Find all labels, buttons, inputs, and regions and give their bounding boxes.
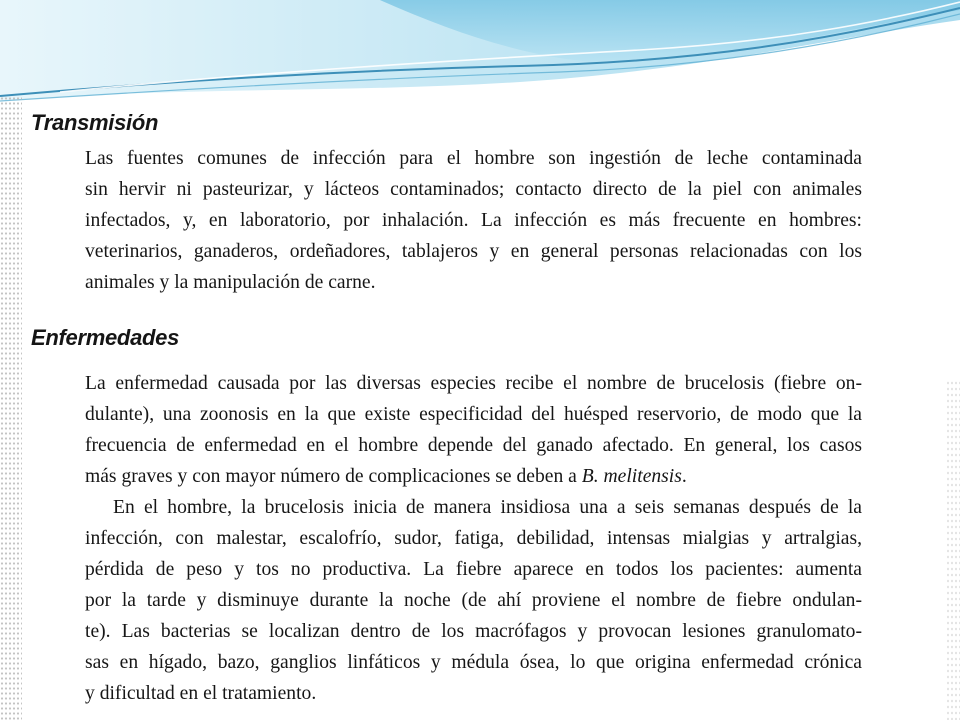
- text-fragment: más graves y con mayor número de complicaciones se deben a: [85, 466, 582, 487]
- text-line: infectados, y, en laboratorio, por inhalación. La infección es más frecuente en hombres:: [85, 210, 862, 231]
- text-fragment: .: [681, 466, 687, 487]
- text-line: En el hombre, la brucelosis inicia de manera insidiosa una a seis semanas después de la: [113, 497, 862, 518]
- dotted-margin-right: [946, 380, 960, 720]
- paragraph-enfermedades-2: [85, 492, 862, 709]
- text-line: Las fuentes comunes de infección para el hombre son ingestión de leche contaminada: [85, 148, 862, 169]
- species-name: B. melitensis: [581, 466, 682, 487]
- text-line: La enfermedad causada por las diversas especies recibe el nombre de brucelosis (fiebre on-: [85, 373, 862, 394]
- text-line: y dificultad en el tratamiento.: [85, 683, 317, 704]
- heading-transmision: Transmisión: [31, 110, 159, 135]
- dotted-margin-left: [0, 96, 22, 720]
- text-line: infección, con malestar, escalofrío, sudor, fatiga, debilidad, intensas mialgias y artralgias,: [85, 528, 862, 549]
- text-line: frecuencia de enfermedad en el hombre depende del ganado afectado. En general, los casos: [85, 435, 862, 456]
- text-line: te). Las bacterias se localizan dentro de los macrófagos y provocan lesiones granulomato-: [85, 621, 862, 642]
- text-line: sin hervir ni pasteurizar, y lácteos contaminados; contacto directo de la piel con animales: [85, 179, 862, 200]
- text-line: animales y la manipulación de carne.: [85, 272, 376, 293]
- paragraph-transmision: [85, 143, 862, 298]
- text-line: veterinarios, ganaderos, ordeñadores, tablajeros y en general personas relacionadas con los: [85, 241, 862, 262]
- heading-enfermedades: Enfermedades: [31, 325, 180, 350]
- wave-banner: [0, 0, 960, 105]
- paragraph-enfermedades-1: [85, 368, 862, 492]
- text-line: dulante), una zoonosis en la que existe especificidad del huésped reservorio, de modo que la: [85, 404, 862, 425]
- text-line: pérdida de peso y tos no productiva. La fiebre aparece en todos los pacientes: aumenta: [85, 559, 862, 580]
- text-line: [85, 461, 862, 492]
- text-line: sas en hígado, bazo, ganglios linfáticos y médula ósea, lo que origina enfermedad crónica: [85, 652, 862, 673]
- text-line: por la tarde y disminuye durante la noche (de ahí proviene el nombre de fiebre ondulan-: [85, 590, 862, 611]
